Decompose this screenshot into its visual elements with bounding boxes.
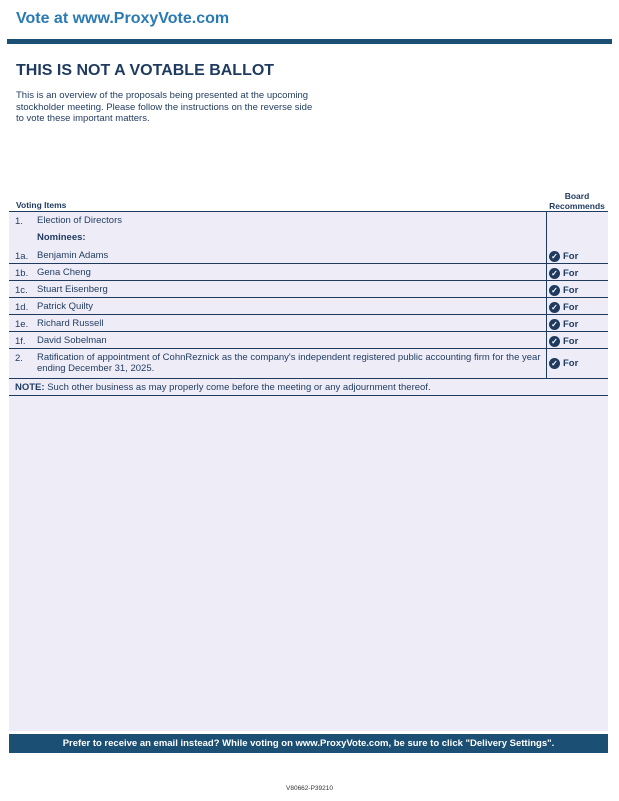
item-text: Ratification of appointment of CohnReznick as the company's independent registered public accounting firm for the year ending December 31, 2025.: [37, 352, 541, 374]
ballot-title: THIS IS NOT A VOTABLE BALLOT: [16, 62, 275, 79]
nominee-name: Gena Cheng: [37, 267, 91, 278]
nominee-row: [9, 264, 608, 281]
item-number: 2.: [15, 353, 23, 364]
recommendation-label: For: [563, 251, 579, 262]
recommendation-label: For: [563, 336, 579, 347]
board-recommends-line2: Recommends: [549, 201, 605, 211]
recommendation-label: For: [563, 319, 579, 330]
ballot-intro: This is an overview of the proposals being presented at the upcoming stockholder meeting. Please follow the instructions on the reverse side to vote these important matters.: [16, 90, 313, 124]
nominee-row: [9, 281, 608, 298]
note-row: [9, 379, 608, 396]
item-row-ratification: [9, 349, 608, 379]
recommendation-label: For: [563, 268, 579, 279]
checkmark-icon: ✓: [549, 285, 560, 296]
recommendation: [549, 358, 578, 369]
checkmark-icon: ✓: [549, 358, 560, 369]
checkmark-icon: ✓: [549, 319, 560, 330]
voting-items-box: [9, 211, 608, 731]
job-code: V80662-P39210: [286, 785, 333, 792]
nominee-row: [9, 247, 608, 264]
recommendation: [549, 302, 578, 313]
nominee-number: 1f.: [15, 336, 26, 347]
nominee-number: 1d.: [15, 302, 29, 313]
recommendation-label: For: [563, 358, 579, 369]
item-row-election: [9, 216, 608, 230]
item-text: Election of Directors: [37, 215, 123, 226]
nominee-name: David Sobelman: [37, 335, 107, 346]
nominees-row: [9, 233, 608, 247]
nominee-name: Stuart Eisenberg: [37, 284, 108, 295]
checkmark-icon: ✓: [549, 268, 560, 279]
recommendation-label: For: [563, 285, 579, 296]
nominee-name: Patrick Quilty: [37, 301, 93, 312]
header-rule: [7, 39, 612, 44]
nominee-number: 1e.: [15, 319, 29, 330]
checkmark-icon: ✓: [549, 251, 560, 262]
nominee-row: [9, 298, 608, 315]
checkmark-icon: ✓: [549, 336, 560, 347]
recommendation: [549, 285, 578, 296]
nominee-number: 1c.: [15, 285, 28, 296]
note-text: Such other business as may properly come before the meeting or any adjournment thereof.: [44, 382, 431, 393]
nominee-name: Richard Russell: [37, 318, 104, 329]
delivery-settings-banner: Prefer to receive an email instead? While voting on www.ProxyVote.com, be sure to click "Delivery Settings".: [9, 734, 608, 753]
nominees-label: Nominees:: [37, 232, 86, 243]
recommendation: [549, 336, 578, 347]
recommendation: [549, 268, 578, 279]
voting-items-heading: Voting Items: [16, 200, 67, 210]
recommendation: [549, 251, 578, 262]
nominee-row: [9, 332, 608, 349]
item-number: 1.: [15, 216, 23, 227]
recommendation: [549, 319, 578, 330]
board-recommends-line1: Board: [564, 191, 590, 201]
nominee-name: Benjamin Adams: [37, 250, 109, 261]
nominee-row: [9, 315, 608, 332]
nominee-number: 1b.: [15, 268, 29, 279]
header-title: Vote at www.ProxyVote.com: [16, 10, 230, 27]
checkmark-icon: ✓: [549, 302, 560, 313]
board-recommends-heading: [546, 191, 608, 211]
note-label: NOTE:: [15, 382, 45, 393]
recommendation-label: For: [563, 302, 579, 313]
nominee-number: 1a.: [15, 251, 29, 262]
